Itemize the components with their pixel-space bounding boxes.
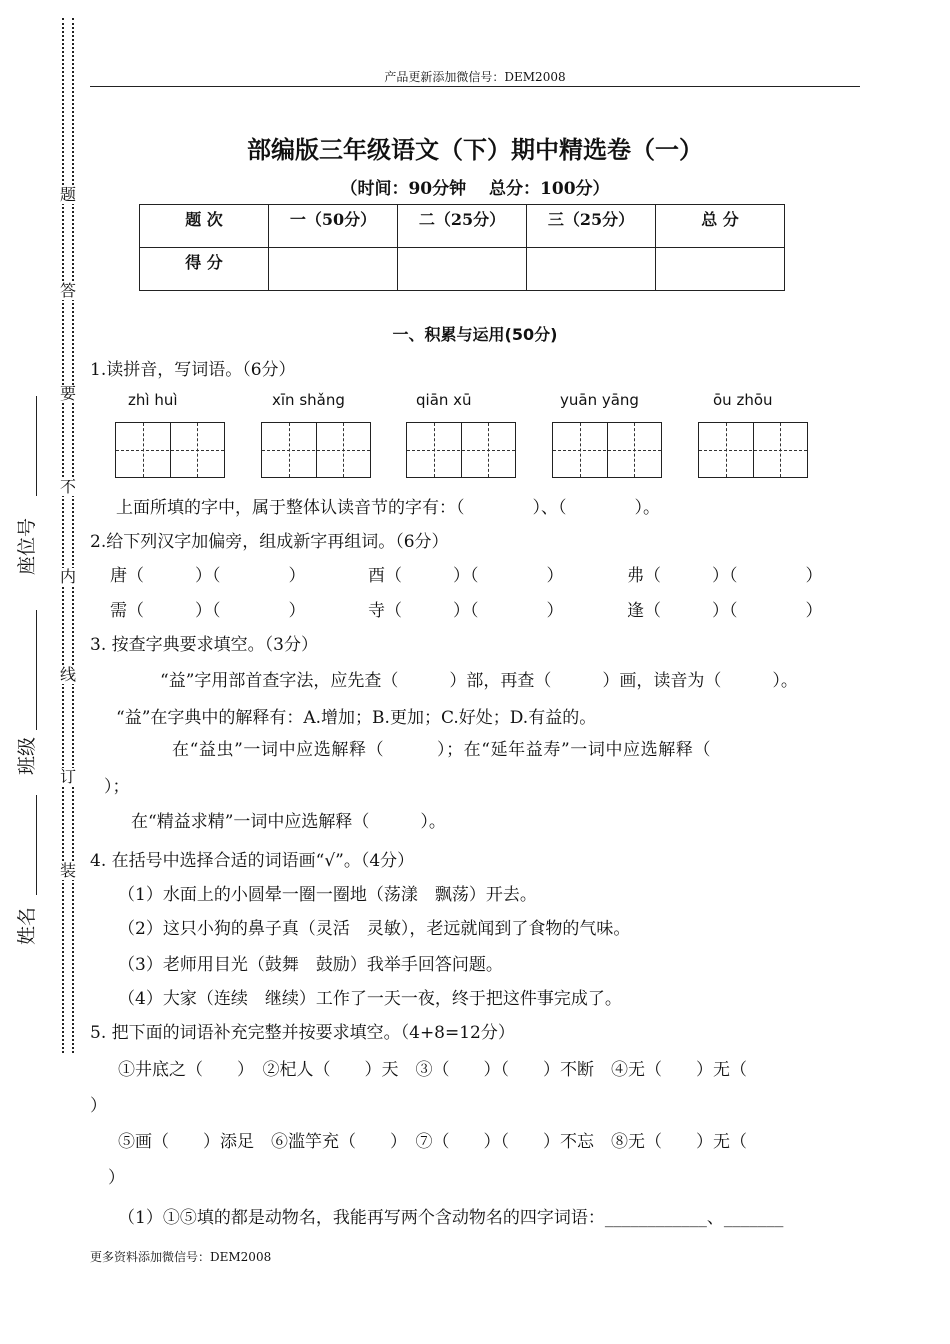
seal-char: 不 [59, 477, 76, 496]
score-input-cell[interactable] [269, 248, 398, 291]
pinyin-label: ōu zhōu [713, 391, 773, 409]
score-cell: 总 分 [656, 205, 785, 248]
section-heading: 一、积累与运用(50分) [392, 325, 558, 344]
question-note: 上面所填的字中，属于整体认读音节的字有：（ ）、（ ）。 [116, 498, 660, 518]
name-line [36, 795, 37, 895]
question-title: 1.读拼音，写词语。（6分） [90, 360, 296, 380]
question-title: 5. 把下面的词语补充完整并按要求填空。（4+8=12分） [90, 1023, 515, 1043]
seal-char: 题 [59, 185, 76, 204]
pinyin-label: qiān xū [416, 391, 472, 409]
radical-item: 寺（ ）（ ） [368, 601, 564, 621]
writing-grid[interactable] [552, 422, 662, 478]
header-rule [90, 86, 860, 87]
choice-item: （3）老师用目光（鼓舞 鼓励）我举手回答问题。 [118, 955, 503, 975]
writing-grid[interactable] [261, 422, 371, 478]
question-title: 2.给下列汉字加偏旁，组成新字再组词。（6分） [90, 532, 449, 552]
page-subtitle: （时间：90分钟 总分：100分） [340, 179, 610, 199]
radical-item: 需（ ）（ ） [110, 601, 306, 621]
seal-char: 装 [59, 861, 76, 880]
seat-line [36, 396, 37, 496]
binding-dotted-line [62, 18, 64, 1053]
score-cell: 一（50分） [269, 205, 398, 248]
page-header: 产品更新添加微信号：DEM2008 [384, 70, 566, 84]
idiom-line: （1）①⑤填的都是动物名，我能再写两个含动物名的四字词语：____________、_______ [118, 1208, 784, 1228]
radical-item: 唐（ ）（ ） [110, 566, 306, 586]
idiom-line: ） [90, 1096, 107, 1116]
question-line: “益”在字典中的解释有：A.增加；B.更加；C.好处；D.有益的。 [116, 708, 597, 728]
question-line: ）； [104, 777, 130, 797]
page-title: 部编版三年级语文（下）期中精选卷（一） [247, 135, 703, 164]
seal-char: 线 [59, 665, 76, 684]
seat-label: 座位号 [16, 517, 38, 575]
score-cell: 二（25分） [398, 205, 527, 248]
pinyin-label: zhì huì [128, 391, 178, 409]
choice-item: （4）大家（连续 继续）工作了一天一夜，终于把这件事完成了。 [118, 989, 622, 1009]
name-label: 姓名 [16, 906, 38, 945]
score-table-header-row [140, 205, 785, 248]
seal-char: 要 [59, 384, 76, 403]
question-line: “益”字用部首查字法，应先查（ ）部，再查（ ）画，读音为（ ）。 [160, 671, 798, 691]
question-title: 4. 在括号中选择合适的词语画“√”。（4分） [90, 851, 415, 871]
score-table-score-row [140, 248, 785, 291]
idiom-line: ①井底之（ ） ②杞人（ ）天 ③（ ）（ ）不断 ④无（ ）无（ [118, 1060, 747, 1080]
score-input-cell[interactable] [398, 248, 527, 291]
writing-grid[interactable] [698, 422, 808, 478]
question-line: 在“益虫”一词中应选解释（ ）；在“延年益寿”一词中应选解释（ [172, 740, 712, 760]
pinyin-label: xīn shǎng [272, 391, 345, 409]
idiom-line: ⑤画（ ）添足 ⑥滥竽充（ ） ⑦（ ）（ ）不忘 ⑧无（ ）无（ [118, 1132, 747, 1152]
choice-item: （2）这只小狗的鼻子真（灵活 灵敏），老远就闻到了食物的气味。 [118, 919, 631, 939]
binding-dotted-line [72, 18, 74, 1053]
page-footer: 更多资料添加微信号：DEM2008 [90, 1250, 272, 1264]
writing-grid[interactable] [115, 422, 225, 478]
score-input-cell[interactable] [527, 248, 656, 291]
class-label: 班级 [16, 736, 38, 775]
score-cell: 题 次 [140, 205, 269, 248]
question-title: 3. 按查字典要求填空。（3分） [90, 635, 318, 655]
radical-item: 酉（ ）（ ） [368, 566, 564, 586]
question-line: 在“精益求精”一词中应选解释（ ）。 [131, 812, 446, 832]
score-input-cell[interactable] [656, 248, 785, 291]
radical-item: 逢（ ）（ ） [627, 601, 823, 621]
score-table [139, 204, 785, 291]
pinyin-label: yuān yāng [560, 391, 639, 409]
class-line [36, 610, 37, 730]
idiom-line: ） [108, 1168, 125, 1188]
seal-char: 内 [59, 567, 76, 586]
seal-char: 答 [59, 281, 76, 300]
seal-char: 订 [59, 767, 76, 786]
radical-item: 弗（ ）（ ） [627, 566, 823, 586]
score-cell: 得 分 [140, 248, 269, 291]
score-cell: 三（25分） [527, 205, 656, 248]
writing-grid[interactable] [406, 422, 516, 478]
choice-item: （1）水面上的小圆晕一圈一圈地（荡漾 飘荡）开去。 [118, 885, 537, 905]
